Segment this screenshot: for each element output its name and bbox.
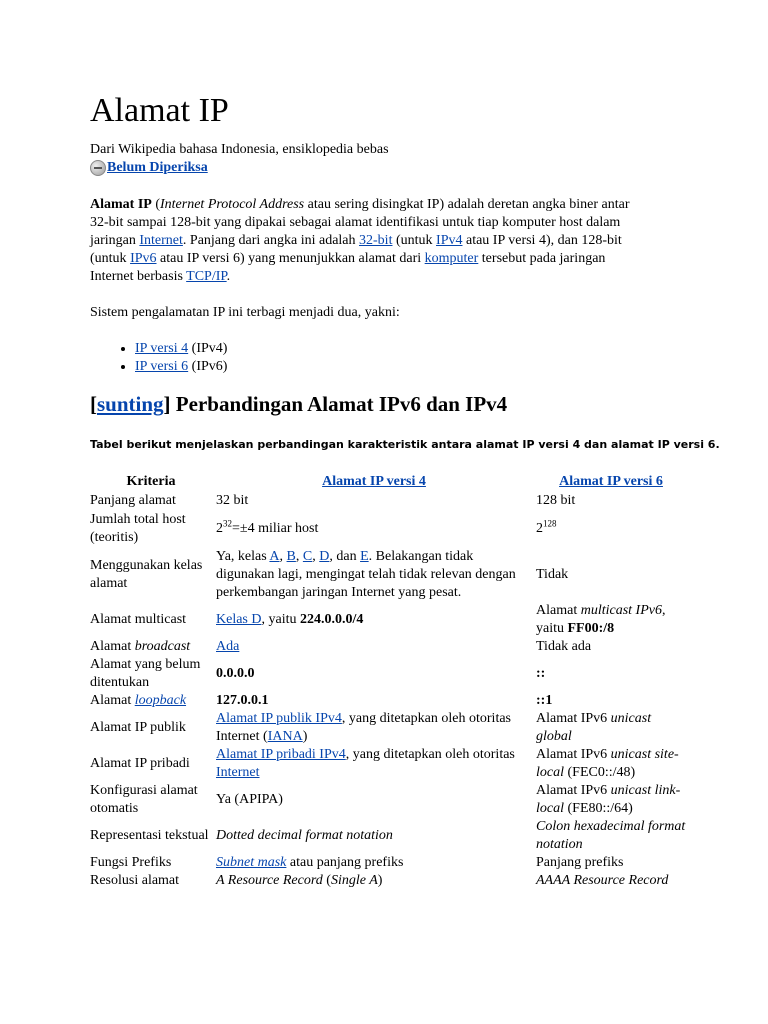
cell-ipv4: Alamat IP publik IPv4, yang ditetapkan oleh otoritas Internet (IANA) [216, 711, 511, 744]
section-heading: [sunting] Perbandingan Alamat IPv6 dan IPv4 [90, 392, 508, 416]
table-row [88, 510, 688, 548]
link-header-ipv4[interactable]: Alamat IP versi 4 [322, 474, 426, 489]
cell-ipv6: Panjang prefiks [536, 855, 624, 870]
cell-kriteria: Alamat multicast [90, 612, 187, 627]
edit-section-link[interactable]: sunting [97, 392, 164, 416]
link-ip-versi-6[interactable]: IP versi 6 [135, 359, 189, 374]
link-internet[interactable]: Internet [139, 233, 183, 248]
cell-ipv6: $2^{128}$ [536, 518, 557, 536]
link-kelas-c[interactable]: C [302, 549, 313, 564]
link-ada[interactable]: Ada [216, 639, 240, 654]
link-alamat-ip-publik-ipv4[interactable]: Alamat IP publik IPv4 [216, 711, 342, 726]
list-item: • IP versi 6 (IPv6) [135, 358, 227, 376]
cell-kriteria: Alamat broadcast [90, 639, 191, 654]
table-description: Tabel berikut menjelaskan perbandingan karakteristik antara alamat IP versi 4 dan alamat IP versi 6. [90, 438, 720, 451]
cell-kriteria: Alamat IP publik [90, 720, 186, 735]
link-kelas-d-multicast[interactable]: Kelas D [216, 612, 262, 627]
cell-kriteria: Panjang alamat [90, 493, 176, 508]
link-kelas-d[interactable]: D [319, 549, 330, 564]
cell-ipv4: 32 bit [216, 493, 249, 508]
intro-term: Alamat IP [90, 197, 152, 212]
link-internet-otoritas[interactable]: Internet [216, 765, 260, 780]
table-row [88, 692, 688, 710]
table-row [88, 492, 688, 510]
cell-ipv4: 127.0.0.1 [216, 693, 269, 708]
cell-kriteria: Fungsi Prefiks [90, 855, 172, 870]
comparison-table [88, 472, 688, 890]
cell-ipv4: $2^{32}=\pm 4$ miliar host [216, 518, 319, 536]
table-row [88, 602, 688, 638]
link-32bit[interactable]: 32-bit [359, 233, 393, 248]
header-ipv4[interactable] [214, 472, 534, 492]
cell-ipv6: Tidak [536, 567, 569, 582]
cell-kriteria: Konfigurasi alamat otomatis [90, 783, 198, 816]
link-kelas-e[interactable]: E [360, 549, 369, 564]
cell-kriteria: Alamat yang belum ditentukan [90, 657, 201, 690]
cell-kriteria: Menggunakan kelas alamat [90, 558, 203, 591]
header-ipv6[interactable] [534, 472, 688, 492]
table-header-row [88, 472, 688, 492]
review-status[interactable] [90, 160, 208, 176]
link-komputer[interactable]: komputer [424, 251, 479, 266]
link-tcpip[interactable]: TCP/IP [186, 269, 227, 284]
systems-paragraph: Sistem pengalamatan IP ini terbagi menjadi dua, yakni: [90, 305, 400, 320]
cell-ipv4: 0.0.0.0 [216, 666, 255, 681]
tagline: Dari Wikipedia bahasa Indonesia, ensiklopedia bebas [90, 142, 389, 157]
cell-ipv4: Ya, kelas A, B, C, D, dan E. Belakangan tidak digunakan lagi, mengingat telah tidak relevan dengan perkembangan jaringan Internet yang pesat. [216, 549, 516, 600]
link-ipv6[interactable]: IPv6 [130, 251, 157, 266]
cell-ipv4: A Resource Record (Single A) [216, 873, 383, 888]
cell-kriteria: Representasi tekstual [90, 828, 209, 843]
cell-kriteria: Jumlah total host (teoritis) [90, 512, 186, 545]
cell-ipv4: Subnet mask atau panjang prefiks [216, 855, 404, 870]
table-row [88, 872, 688, 890]
table-row [88, 746, 688, 782]
versions-list [90, 340, 227, 376]
cell-ipv4: Kelas D, yaitu 224.0.0.0/4 [216, 612, 364, 627]
cell-ipv6: Alamat IPv6 unicast global [536, 711, 652, 744]
link-header-ipv6[interactable]: Alamat IP versi 6 [559, 474, 663, 489]
table-row [88, 782, 688, 818]
cell-ipv6: ::1 [536, 693, 553, 708]
cell-ipv6: 128 bit [536, 493, 576, 508]
cell-ipv6: Alamat IPv6 unicast link-local (FE80::/64) [536, 783, 681, 816]
intro-paragraph: Alamat IP (Internet Protocol Address atau sering disingkat IP) adalah deretan angka biner antar 32-bit sampai 128-bit yang dipakai sebagai alamat identifikasi untuk tiap komputer host dalam jaringan Internet. Panjang dari angka ini adalah 32-bit (untuk IPv4 atau IP versi 4), dan 128-bit (untuk IPv6 atau IP versi 6) yang menunjukkan alamat dari komputer tersebut pada jaringan Internet berbasis TCP/IP. [90, 197, 630, 284]
page-title: Alamat IP [90, 92, 229, 129]
cell-kriteria: Alamat loopback [90, 693, 187, 708]
list-item: • IP versi 4 (IPv4) [135, 340, 227, 358]
link-kelas-a[interactable]: A [269, 549, 280, 564]
unreviewed-icon [90, 160, 106, 176]
cell-kriteria: Resolusi alamat [90, 873, 180, 888]
cell-ipv6: Alamat multicast IPv6, yaitu FF00:/8 [536, 603, 666, 636]
link-alamat-ip-pribadi-ipv4[interactable]: Alamat IP pribadi IPv4 [216, 747, 346, 762]
table-row [88, 710, 688, 746]
link-subnet-mask[interactable]: Subnet mask [216, 855, 287, 870]
table-row [88, 854, 688, 872]
cell-ipv6: :: [536, 666, 546, 681]
cell-kriteria: Alamat IP pribadi [90, 756, 190, 771]
link-ipv4[interactable]: IPv4 [436, 233, 463, 248]
table-row [88, 548, 688, 602]
cell-ipv4: Dotted decimal format notation [216, 828, 393, 843]
cell-ipv4 [214, 638, 534, 656]
header-kriteria: Kriteria [126, 474, 176, 489]
cell-ipv4: Ya (APIPA) [216, 792, 283, 807]
review-link[interactable]: Belum Diperiksa [107, 160, 208, 175]
link-ip-versi-4[interactable]: IP versi 4 [135, 341, 189, 356]
link-iana[interactable]: IANA [267, 729, 303, 744]
table-row [88, 638, 688, 656]
link-kelas-b[interactable]: B [286, 549, 296, 564]
table-row [88, 656, 688, 692]
cell-ipv6: Tidak ada [536, 639, 592, 654]
cell-ipv6: AAAA Resource Record [536, 873, 669, 888]
cell-ipv6: Colon hexadecimal format notation [536, 819, 686, 852]
cell-ipv6: Alamat IPv6 unicast site-local (FEC0::/48) [536, 747, 679, 780]
cell-ipv4: Alamat IP pribadi IPv4, yang ditetapkan oleh otoritas Internet [216, 747, 515, 780]
table-row [88, 818, 688, 854]
link-loopback[interactable]: loopback [134, 693, 187, 708]
intro-term-en: Internet Protocol Address [160, 197, 305, 212]
